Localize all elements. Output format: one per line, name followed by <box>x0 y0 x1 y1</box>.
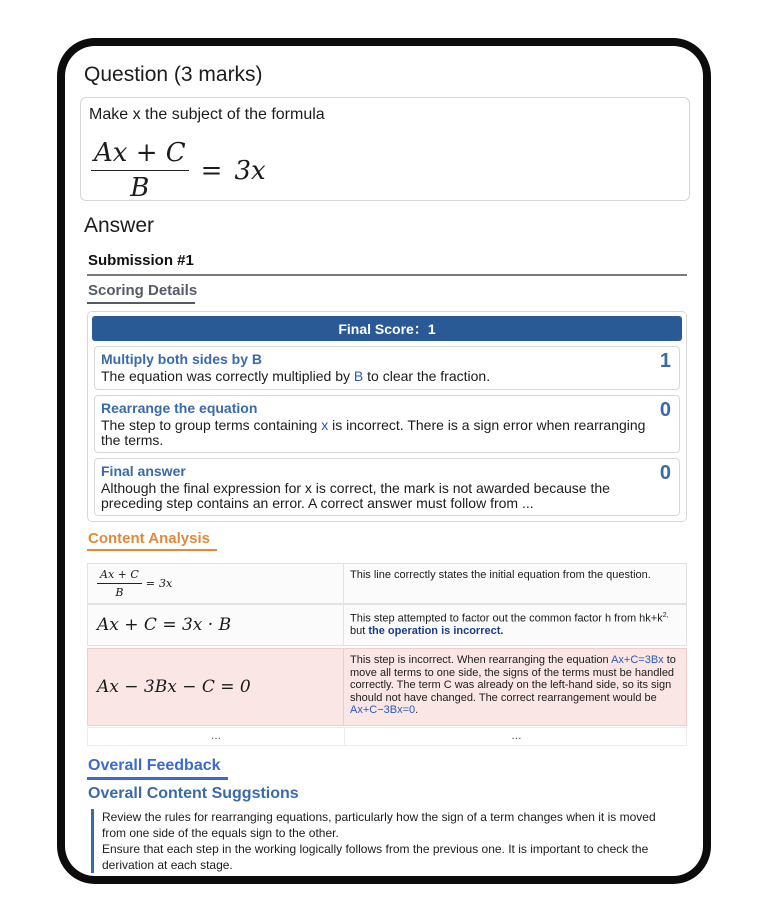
final-score-bar: Final Score：1 <box>92 316 682 341</box>
comment-highlight: Ax+C−3Bx=0 <box>350 704 416 716</box>
scoring-details-underline <box>87 302 195 304</box>
tablet-frame <box>57 38 711 884</box>
answer-title: Answer <box>84 214 155 237</box>
comment-text: This step attempted to factor out the common factor h from hk+k <box>350 612 663 625</box>
formula-fraction <box>91 138 189 203</box>
criterion-highlight: B <box>353 368 364 384</box>
criterion-description: Although the final expression for x is correct, the mark is not awarded because the preceding step contains an error. A correct answer must follow from ... <box>101 480 610 511</box>
analysis-expression <box>97 568 172 599</box>
comment-text: . <box>415 704 419 716</box>
analysis-row <box>87 604 687 646</box>
score-panel <box>87 311 687 522</box>
criterion-text: is incorrect. There is a sign error when rearranging the terms. <box>101 417 646 448</box>
criterion-text: The equation was correctly multiplied by <box>101 368 354 384</box>
expression-equals: = <box>145 577 155 590</box>
analysis-row-ellipsis <box>87 727 687 746</box>
criterion-title: Final answer <box>101 463 186 479</box>
formula-equals: = <box>200 155 223 186</box>
criterion-text: The step to group terms containing <box>101 417 322 433</box>
suggestions-block <box>91 809 681 873</box>
criterion-score: 0 <box>659 399 671 421</box>
analysis-row <box>87 563 687 604</box>
analysis-expression-cell <box>88 649 344 725</box>
criterion-description <box>101 369 649 384</box>
criterion-title: Multiply both sides by B <box>101 351 263 367</box>
criterion-title: Rearrange the equation <box>101 400 258 416</box>
analysis-expression: Ax − 3Bx − C = 0 <box>97 677 251 697</box>
expression-denominator: B <box>97 583 142 599</box>
question-formula <box>91 138 266 203</box>
submission-title: Submission #1 <box>88 252 194 269</box>
criterion-score: 0 <box>659 462 671 484</box>
criterion-description <box>101 418 649 448</box>
criterion-highlight: x <box>321 417 329 433</box>
ellipsis-right: ... <box>344 728 688 745</box>
formula-numerator: Ax + C <box>94 138 186 168</box>
content-analysis-tab[interactable]: Content Analysis <box>88 530 210 547</box>
criterion-card <box>94 458 680 516</box>
expression-rhs: 3x <box>159 577 173 590</box>
analysis-expression: Ax + C = 3x · B <box>97 615 232 635</box>
comment-superscript: 2, <box>662 612 669 619</box>
comment-text: to move all terms to one side, the signs of the terms must be handled correctly. The term C was already on the left-hand side, so its sign should not have changed. The correct rearrangement would be <box>350 654 676 704</box>
overall-feedback-tab[interactable]: Overall Feedback <box>88 757 221 774</box>
tablet-screen <box>65 46 703 876</box>
analysis-comment: This line correctly states the initial equation from the question. <box>350 569 651 581</box>
question-box <box>80 97 690 201</box>
comment-text: This step is incorrect. When rearranging the equation <box>350 654 612 666</box>
comment-emphasis: the operation is incorrect. <box>368 625 504 638</box>
expression-numerator: Ax + C <box>100 568 139 581</box>
analysis-comment <box>350 654 684 717</box>
analysis-expression-cell <box>88 564 344 603</box>
expression-fraction <box>97 568 142 599</box>
criterion-card <box>94 346 680 390</box>
criterion-text: to clear the fraction. <box>363 368 491 384</box>
formula-denominator: B <box>91 170 189 203</box>
formula-rhs: 3x <box>234 155 266 186</box>
comment-highlight: Ax+C=3Bx <box>611 654 664 666</box>
content-analysis-underline <box>87 549 217 551</box>
criterion-card <box>94 395 680 453</box>
submission-divider <box>87 274 687 276</box>
suggestion-item: Ensure that each step in the working logically follows from the previous one. It is important to check the derivation at each stage. <box>102 842 649 872</box>
question-title: Question (3 marks) <box>84 63 263 86</box>
question-prompt: Make x the subject of the formula <box>89 106 325 123</box>
analysis-row-error <box>87 648 687 726</box>
suggestion-item: Review the rules for rearranging equations, particularly how the sign of a term changes when it is moved from one side of the equals sign to the other. <box>102 810 656 840</box>
analysis-expression-cell <box>88 605 344 645</box>
analysis-comment <box>350 610 684 638</box>
overall-feedback-underline <box>87 777 228 780</box>
criterion-score: 1 <box>659 350 671 372</box>
comment-text: but <box>350 625 369 638</box>
ellipsis-left: ... <box>210 728 221 742</box>
overall-suggestions-title: Overall Content Suggstions <box>88 785 299 802</box>
scoring-details-tab[interactable]: Scoring Details <box>88 282 198 299</box>
